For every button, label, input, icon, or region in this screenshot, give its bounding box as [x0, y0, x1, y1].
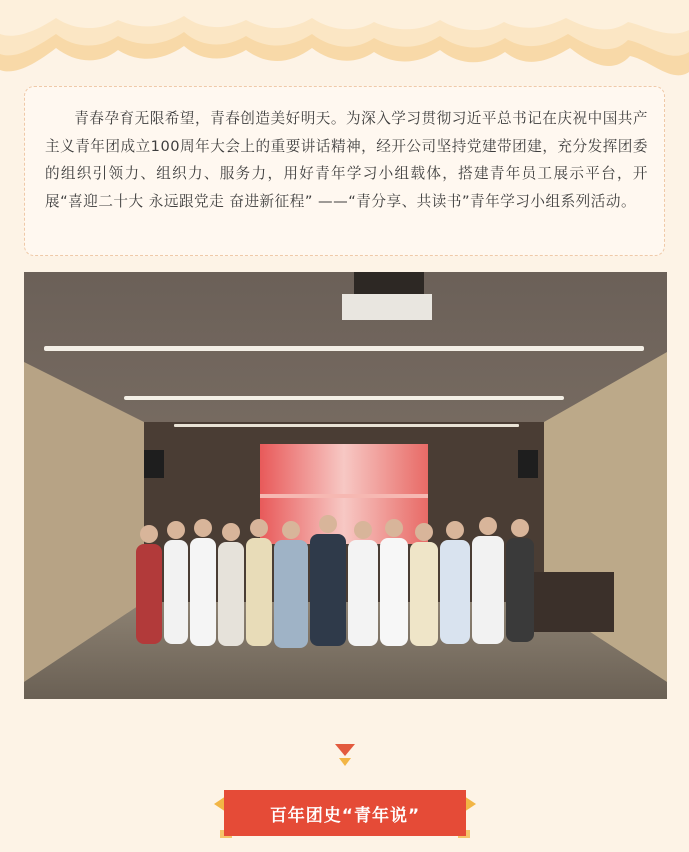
section-title: 百年团史“青年说”	[224, 790, 466, 836]
chevron-down-icon	[333, 740, 357, 770]
group-photo	[24, 272, 667, 699]
intro-panel	[24, 86, 665, 256]
section-title-banner	[214, 790, 476, 840]
cloud-header-decoration	[0, 0, 689, 86]
intro-paragraph: 青春孕育无限希望，青春创造美好明天。为深入学习贯彻习近平总书记在庆祝中国共产主义青年团成立100周年大会上的重要讲话精神，经开公司坚持党建带团建，充分发挥团委的组织引领力、组织力、服务力，用好青年学习小组载体，搭建青年员工展示平台，开展“喜迎二十大 永远跟党走 奋进新征程” ——“青分享、共读书”青年学习小组系列活动。	[45, 110, 648, 210]
